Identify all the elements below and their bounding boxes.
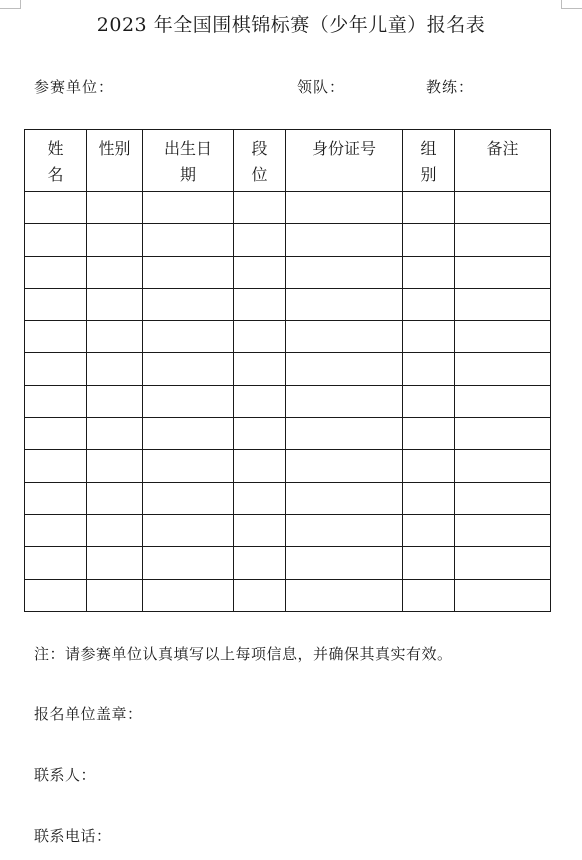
table-cell[interactable] [455, 192, 551, 224]
header-group-line2: 别 [420, 165, 437, 184]
table-cell[interactable] [143, 450, 234, 482]
table-cell[interactable] [234, 514, 286, 546]
table-row [25, 288, 551, 320]
page-corner-mark-left [0, 0, 21, 9]
table-cell[interactable] [143, 192, 234, 224]
table-cell[interactable] [234, 288, 286, 320]
table-cell[interactable] [25, 192, 87, 224]
header-rank-line2: 位 [251, 165, 268, 184]
table-row [25, 418, 551, 450]
header-remarks-line1: 备注 [486, 139, 519, 158]
table-cell[interactable] [25, 256, 87, 288]
contact-person-label: 联系人： [34, 766, 97, 784]
table-cell[interactable] [286, 288, 403, 320]
table-row [25, 224, 551, 256]
table-cell[interactable] [25, 450, 87, 482]
form-title: 2023 年全国围棋锦标赛（少年儿童）报名表 [96, 14, 486, 36]
table-cell[interactable] [234, 224, 286, 256]
table-cell[interactable] [87, 192, 143, 224]
table-cell[interactable] [25, 482, 87, 514]
registration-table [24, 129, 551, 612]
table-cell[interactable] [143, 547, 234, 579]
header-id-number [286, 130, 403, 192]
table-cell[interactable] [87, 482, 143, 514]
table-cell[interactable] [234, 321, 286, 353]
table-cell[interactable] [87, 256, 143, 288]
table-cell[interactable] [87, 288, 143, 320]
table-cell[interactable] [25, 514, 87, 546]
table-cell[interactable] [455, 385, 551, 417]
table-cell[interactable] [143, 224, 234, 256]
table-cell[interactable] [87, 385, 143, 417]
table-cell[interactable] [234, 385, 286, 417]
table-cell[interactable] [143, 321, 234, 353]
table-cell[interactable] [403, 579, 455, 611]
table-cell[interactable] [403, 353, 455, 385]
table-cell[interactable] [143, 353, 234, 385]
table-cell[interactable] [455, 418, 551, 450]
table-cell[interactable] [403, 450, 455, 482]
table-cell[interactable] [455, 224, 551, 256]
header-gender [87, 130, 143, 192]
table-cell[interactable] [87, 321, 143, 353]
table-cell[interactable] [403, 418, 455, 450]
table-cell[interactable] [234, 450, 286, 482]
header-group [403, 130, 455, 192]
table-cell[interactable] [286, 579, 403, 611]
table-cell[interactable] [25, 288, 87, 320]
header-remarks [455, 130, 551, 192]
table-cell[interactable] [403, 321, 455, 353]
table-cell[interactable] [403, 192, 455, 224]
table-cell[interactable] [25, 547, 87, 579]
table-cell[interactable] [455, 321, 551, 353]
table-cell[interactable] [455, 482, 551, 514]
table-cell[interactable] [143, 418, 234, 450]
table-row [25, 256, 551, 288]
coach-label: 教练： [426, 78, 475, 96]
table-cell[interactable] [87, 579, 143, 611]
table-cell[interactable] [25, 418, 87, 450]
page-corner-mark-right [561, 0, 582, 9]
table-cell[interactable] [455, 450, 551, 482]
header-name-line2: 名 [47, 165, 64, 184]
table-cell[interactable] [403, 288, 455, 320]
header-rank [234, 130, 286, 192]
table-row [25, 385, 551, 417]
table-cell[interactable] [234, 256, 286, 288]
table-cell[interactable] [403, 385, 455, 417]
table-cell[interactable] [286, 192, 403, 224]
table-row [25, 450, 551, 482]
table-cell[interactable] [234, 547, 286, 579]
table-cell[interactable] [403, 256, 455, 288]
table-row [25, 514, 551, 546]
table-cell[interactable] [455, 288, 551, 320]
table-cell[interactable] [286, 256, 403, 288]
seal-label: 报名单位盖章： [34, 705, 143, 723]
table-cell[interactable] [455, 514, 551, 546]
table-cell[interactable] [87, 418, 143, 450]
header-birthdate-line1: 出生日 [163, 139, 212, 158]
table-row [25, 192, 551, 224]
table-cell[interactable] [234, 353, 286, 385]
table-cell[interactable] [286, 514, 403, 546]
table-cell[interactable] [25, 385, 87, 417]
table-cell[interactable] [286, 482, 403, 514]
table-cell[interactable] [87, 353, 143, 385]
table-cell[interactable] [87, 224, 143, 256]
table-cell[interactable] [25, 224, 87, 256]
table-cell[interactable] [286, 418, 403, 450]
table-cell[interactable] [286, 321, 403, 353]
table-cell[interactable] [87, 450, 143, 482]
footer-note: 注：请参赛单位认真填写以上每项信息，并确保其真实有效。 [34, 645, 453, 663]
table-cell[interactable] [143, 288, 234, 320]
table-cell[interactable] [143, 256, 234, 288]
header-group-line1: 组 [420, 139, 437, 158]
table-cell[interactable] [403, 224, 455, 256]
table-row [25, 321, 551, 353]
table-cell[interactable] [87, 514, 143, 546]
table-header-row [25, 130, 551, 192]
table-cell[interactable] [143, 514, 234, 546]
table-cell[interactable] [25, 321, 87, 353]
table-cell[interactable] [286, 385, 403, 417]
table-cell[interactable] [234, 482, 286, 514]
header-rank-line1: 段 [251, 139, 268, 158]
header-name-line1: 姓 [47, 139, 64, 158]
header-id-number-line1: 身份证号 [311, 139, 376, 158]
table-cell[interactable] [286, 547, 403, 579]
table-cell[interactable] [455, 547, 551, 579]
table-cell[interactable] [403, 547, 455, 579]
table-cell[interactable] [403, 514, 455, 546]
table-cell[interactable] [234, 418, 286, 450]
table-cell[interactable] [234, 192, 286, 224]
table-cell[interactable] [286, 224, 403, 256]
table-cell[interactable] [455, 353, 551, 385]
contact-phone-label: 联系电话： [34, 827, 112, 845]
table-row [25, 547, 551, 579]
team-unit-label: 参赛单位： [34, 78, 115, 96]
table-cell[interactable] [25, 353, 87, 385]
table-body [25, 192, 551, 612]
table-row [25, 353, 551, 385]
table-cell[interactable] [25, 579, 87, 611]
table-cell[interactable] [286, 353, 403, 385]
table-row [25, 482, 551, 514]
table-cell[interactable] [87, 547, 143, 579]
header-gender-line1: 性别 [98, 139, 131, 158]
header-birthdate [143, 130, 234, 192]
table-cell[interactable] [143, 579, 234, 611]
header-name [25, 130, 87, 192]
table-cell[interactable] [403, 482, 455, 514]
header-birthdate-line2: 期 [179, 165, 196, 184]
table-cell[interactable] [234, 579, 286, 611]
table-cell[interactable] [455, 256, 551, 288]
table-cell[interactable] [286, 450, 403, 482]
table-cell[interactable] [143, 385, 234, 417]
table-row [25, 579, 551, 611]
team-leader-label: 领队： [297, 78, 346, 96]
table-cell[interactable] [455, 579, 551, 611]
table-cell[interactable] [143, 482, 234, 514]
